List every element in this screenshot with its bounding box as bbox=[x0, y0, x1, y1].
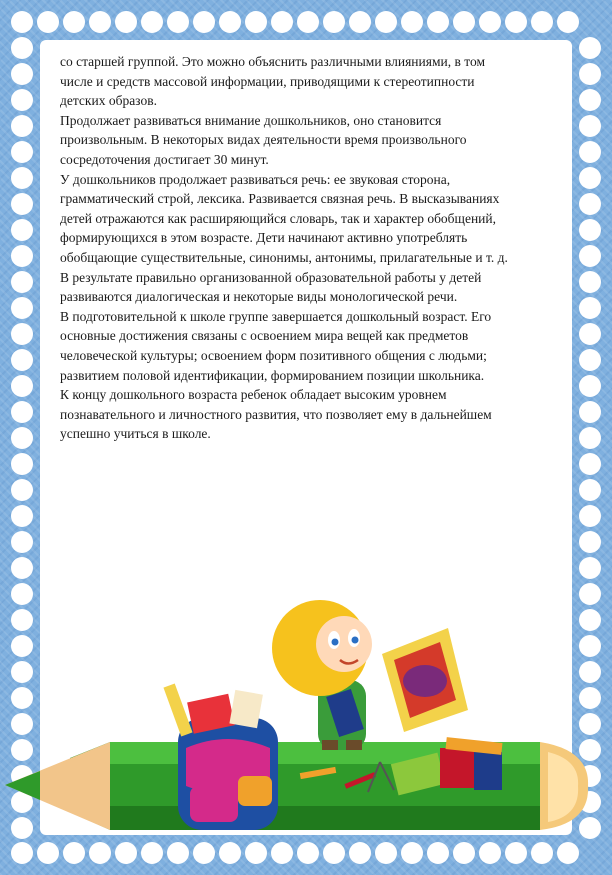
lace-flower bbox=[63, 11, 85, 33]
lace-flower bbox=[557, 11, 579, 33]
lace-flower bbox=[579, 453, 601, 475]
schoolboy-with-books-illustration bbox=[0, 580, 612, 875]
lace-flower bbox=[349, 11, 371, 33]
lace-flower bbox=[11, 427, 33, 449]
paragraph-3: У дошкольников продолжает развиваться речь: ее звуковая сторона, грамматический строй, лексика. Развивается связная речь. В высказываниях детей отражаются как расширяющийся словарь, так и характер обобщений, формирующихся в этом возрасте. Дети начинают активно употреблять обобщающие существительные, синонимы, антонимы, прилагательные и т. д. bbox=[60, 171, 508, 265]
lace-flower bbox=[579, 167, 601, 189]
lace-flower bbox=[11, 375, 33, 397]
lace-flower bbox=[401, 11, 423, 33]
lace-flower bbox=[579, 37, 601, 59]
lace-flower bbox=[11, 219, 33, 241]
lace-flower bbox=[37, 11, 59, 33]
lace-flower bbox=[11, 37, 33, 59]
lace-flower bbox=[579, 115, 601, 137]
lace-flower bbox=[323, 11, 345, 33]
lace-flower bbox=[579, 349, 601, 371]
lace-flower bbox=[11, 11, 33, 33]
lace-flower bbox=[11, 479, 33, 501]
lace-flower bbox=[219, 11, 241, 33]
lace-flower bbox=[579, 323, 601, 345]
lace-flower bbox=[505, 11, 527, 33]
paragraph-1: со старшей группой. Это можно объяснить различными влияниями, в том числе и средств массовой информации, приводящими к стереотипности детских образов. bbox=[60, 54, 485, 109]
lace-flower bbox=[579, 89, 601, 111]
lace-flower bbox=[11, 453, 33, 475]
lace-flower bbox=[245, 11, 267, 33]
paragraph-5: В подготовительной к школе группе завершается дошкольный возраст. Его основные достижения связаны с освоением мира вещей как предметов человеческой культуры; освоением форм позитивного общения с людьми; развитием половой идентификации, формированием позиции школьника. bbox=[60, 308, 492, 383]
lace-flower bbox=[167, 11, 189, 33]
open-book-icon bbox=[382, 628, 468, 732]
lace-flower bbox=[579, 271, 601, 293]
paragraph-4: В результате правильно организованной образовательной работы у детей развиваются диалогическая и некоторые виды монологической речи. bbox=[60, 269, 482, 305]
lace-flower bbox=[579, 219, 601, 241]
lace-flower bbox=[11, 557, 33, 579]
lace-flower bbox=[11, 167, 33, 189]
lace-flower bbox=[579, 479, 601, 501]
lace-flower bbox=[579, 245, 601, 267]
lace-flower bbox=[479, 11, 501, 33]
paragraph-6: К концу дошкольного возраста ребенок обладает высоким уровнем познавательного и личностного развития, что позволяет ему в дальнейшем успешно учиться в школе. bbox=[60, 387, 492, 442]
lace-flower bbox=[11, 323, 33, 345]
lace-flower bbox=[453, 11, 475, 33]
lace-flower bbox=[11, 531, 33, 553]
lace-flower bbox=[11, 401, 33, 423]
lace-flower bbox=[11, 115, 33, 137]
lace-flower bbox=[11, 63, 33, 85]
lace-flower bbox=[11, 193, 33, 215]
lace-flower bbox=[579, 557, 601, 579]
lace-flower bbox=[271, 11, 293, 33]
lace-flower bbox=[579, 401, 601, 423]
lace-flower bbox=[579, 141, 601, 163]
lace-flower bbox=[579, 297, 601, 319]
lace-flower bbox=[297, 11, 319, 33]
lace-flower bbox=[11, 505, 33, 527]
lace-flower bbox=[579, 63, 601, 85]
lace-flower bbox=[141, 11, 163, 33]
boy-icon bbox=[272, 600, 372, 750]
lace-flower bbox=[11, 141, 33, 163]
lace-flower bbox=[193, 11, 215, 33]
lace-flower bbox=[375, 11, 397, 33]
lace-flower bbox=[427, 11, 449, 33]
paragraph-2: Продолжает развиваться внимание дошкольников, оно становится произвольным. В некоторых видах деятельности время произвольного сосредоточения достигает 30 минут. bbox=[60, 112, 467, 167]
lace-flower bbox=[11, 297, 33, 319]
lace-flower bbox=[89, 11, 111, 33]
lace-flower bbox=[531, 11, 553, 33]
lace-flower bbox=[579, 193, 601, 215]
lace-flower bbox=[579, 505, 601, 527]
lace-flower bbox=[579, 427, 601, 449]
lace-flower bbox=[11, 89, 33, 111]
lace-flower bbox=[115, 11, 137, 33]
document-body bbox=[60, 52, 572, 444]
backpack-icon bbox=[163, 684, 278, 830]
lace-flower bbox=[579, 531, 601, 553]
lace-flower bbox=[11, 245, 33, 267]
lace-flower bbox=[579, 375, 601, 397]
lace-flower bbox=[11, 349, 33, 371]
lace-flower bbox=[11, 271, 33, 293]
